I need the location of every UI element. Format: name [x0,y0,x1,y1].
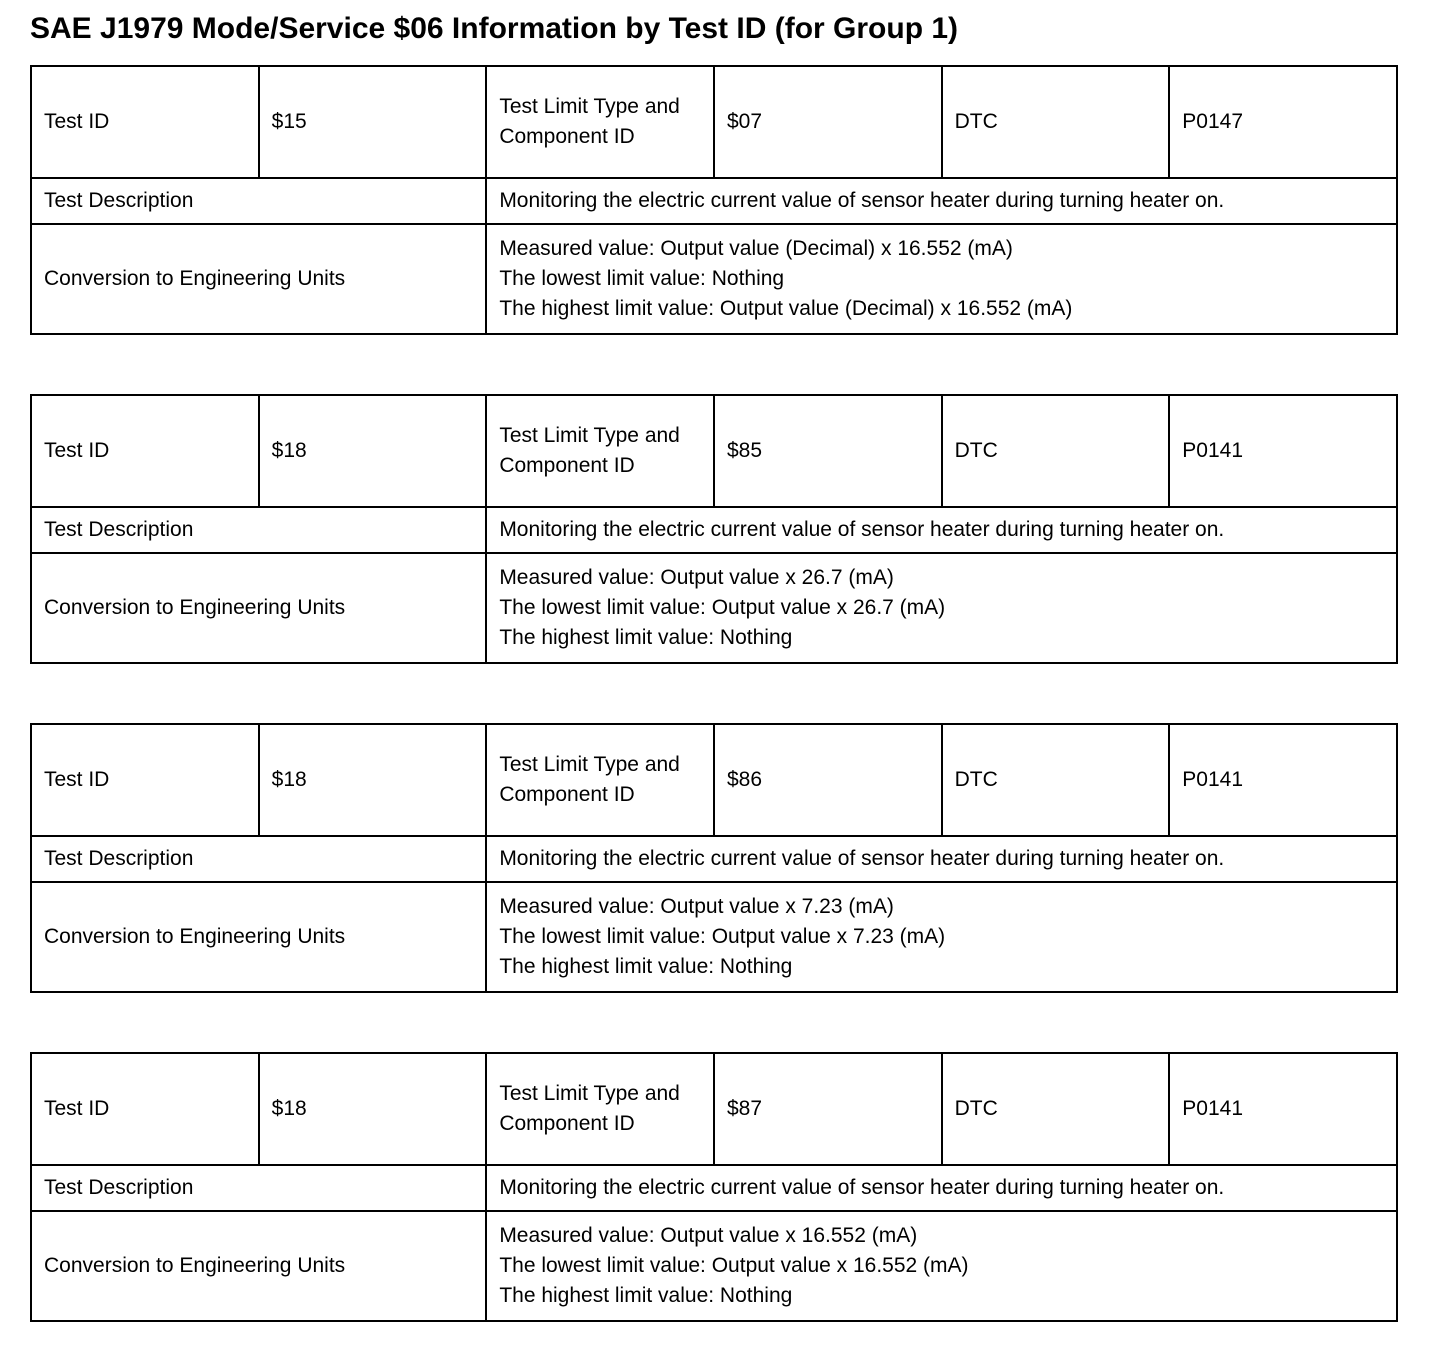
dtc-label: DTC [942,66,1170,178]
conversion-line-highest: The highest limit value: Output value (Decimal) x 16.552 (mA) [499,296,1073,320]
component-id-value: $87 [714,1053,942,1165]
test-limit-type-label: Test Limit Type and Component ID [486,1053,714,1165]
test-id-value: $18 [259,395,487,507]
test-description-label: Test Description [31,836,486,882]
conversion-line-lowest: The lowest limit value: Output value x 16.552 (mA) [499,1254,969,1278]
test-id-label: Test ID [31,66,259,178]
conversion-line-measured: Measured value: Output value (Decimal) x 16.552 (mA) [499,237,1013,261]
test-description-label: Test Description [31,1165,486,1211]
test-description-value: Monitoring the electric current value of sensor heater during turning heater on. [486,507,1397,553]
test-info-table-2 [30,394,1398,664]
conversion-line-lowest: The lowest limit value: Nothing [499,267,785,291]
conversion-value [486,882,1397,992]
page-title: SAE J1979 Mode/Service $06 Information by Test ID (for Group 1) [30,12,959,45]
conversion-label: Conversion to Engineering Units [31,882,486,992]
test-id-value: $15 [259,66,487,178]
conversion-value [486,224,1397,334]
conversion-label: Conversion to Engineering Units [31,1211,486,1321]
dtc-label: DTC [942,395,1170,507]
test-limit-type-label: Test Limit Type and Component ID [486,724,714,836]
test-info-table-4 [30,1052,1398,1322]
test-id-value: $18 [259,1053,487,1165]
dtc-value: P0141 [1169,395,1397,507]
test-id-value: $18 [259,724,487,836]
conversion-label: Conversion to Engineering Units [31,553,486,663]
test-description-label: Test Description [31,178,486,224]
test-limit-type-label: Test Limit Type and Component ID [486,395,714,507]
conversion-line-highest: The highest limit value: Nothing [499,625,793,649]
test-description-value: Monitoring the electric current value of sensor heater during turning heater on. [486,178,1397,224]
dtc-value: P0147 [1169,66,1397,178]
test-limit-type-label: Test Limit Type and Component ID [486,66,714,178]
conversion-line-lowest: The lowest limit value: Output value x 7.23 (mA) [499,925,946,949]
conversion-line-highest: The highest limit value: Nothing [499,954,793,978]
dtc-label: DTC [942,724,1170,836]
test-description-value: Monitoring the electric current value of sensor heater during turning heater on. [486,836,1397,882]
test-description-label: Test Description [31,507,486,553]
conversion-line-highest: The highest limit value: Nothing [499,1283,793,1307]
dtc-value: P0141 [1169,1053,1397,1165]
test-id-label: Test ID [31,724,259,836]
test-description-value: Monitoring the electric current value of sensor heater during turning heater on. [486,1165,1397,1211]
conversion-line-measured: Measured value: Output value x 7.23 (mA) [499,895,894,919]
conversion-line-measured: Measured value: Output value x 16.552 (mA) [499,1224,918,1248]
conversion-label: Conversion to Engineering Units [31,224,486,334]
component-id-value: $07 [714,66,942,178]
conversion-value [486,1211,1397,1321]
test-id-label: Test ID [31,395,259,507]
test-info-table-1 [30,65,1398,335]
conversion-line-measured: Measured value: Output value x 26.7 (mA) [499,566,894,590]
test-id-label: Test ID [31,1053,259,1165]
dtc-label: DTC [942,1053,1170,1165]
dtc-value: P0141 [1169,724,1397,836]
conversion-value [486,553,1397,663]
component-id-value: $86 [714,724,942,836]
test-info-table-3 [30,723,1398,993]
component-id-value: $85 [714,395,942,507]
conversion-line-lowest: The lowest limit value: Output value x 26.7 (mA) [499,596,946,620]
